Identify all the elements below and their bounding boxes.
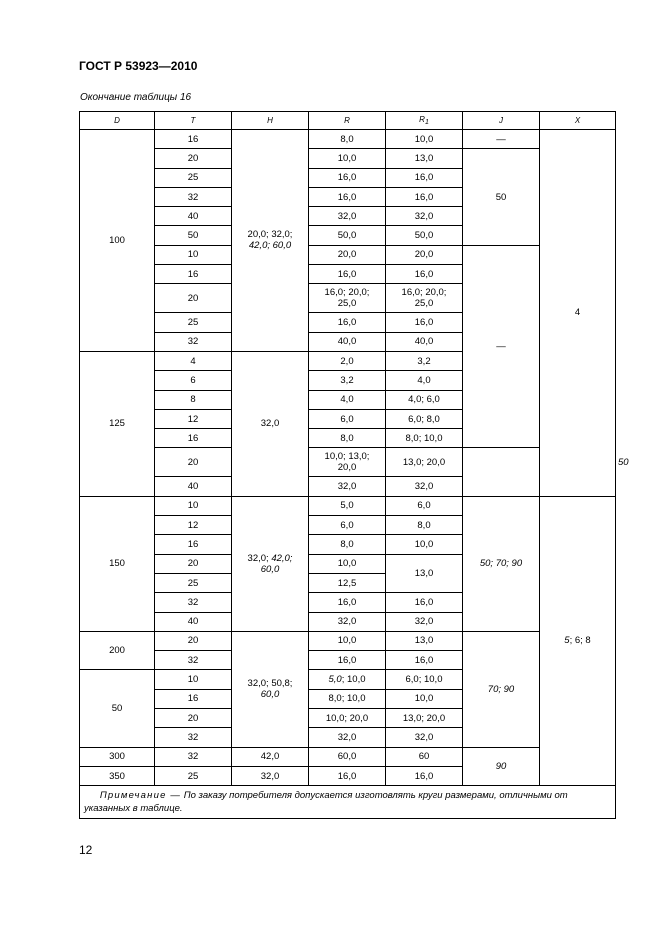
cell-t: 50: [155, 226, 232, 245]
cell-t: 16: [155, 689, 232, 708]
cell-r1: 6,0: [386, 496, 463, 515]
cell-h: 32,0; 50,8; 60,0: [232, 631, 309, 747]
cell-r: 8,0: [309, 535, 386, 554]
cell-j: 90: [463, 747, 540, 786]
cell-t: 20: [155, 149, 232, 168]
cell-t: 32: [155, 187, 232, 206]
page-number: 12: [79, 843, 93, 857]
cell-r: 12,5: [309, 573, 386, 592]
cell-j: 50: [463, 149, 540, 245]
cell-t: 32: [155, 651, 232, 670]
cell-r1: 13,0: [386, 554, 463, 593]
cell-r1: 16,0: [386, 593, 463, 612]
cell-r1: 16,0: [386, 313, 463, 332]
cell-h: 42,0: [232, 747, 309, 766]
cell-d: 50: [80, 670, 155, 747]
cell-r: 2,0: [309, 351, 386, 370]
cell-r1: 13,0: [386, 631, 463, 650]
cell-t: 40: [155, 207, 232, 226]
cell-d: 200: [80, 631, 155, 670]
header-row: [80, 112, 616, 130]
cell-r1: 6,0; 10,0: [386, 670, 463, 689]
cell-r1: 10,0: [386, 535, 463, 554]
cell-r1: 32,0: [386, 207, 463, 226]
cell-t: 8: [155, 390, 232, 409]
cell-r: 8,0: [309, 130, 386, 149]
cell-t: 32: [155, 747, 232, 766]
cell-d: 125: [80, 351, 155, 496]
cell-t: 20: [155, 448, 232, 477]
cell-r: 3,2: [309, 371, 386, 390]
cell-r: 10,0: [309, 149, 386, 168]
cell-t: 32: [155, 332, 232, 351]
col-header-h: H: [232, 112, 309, 130]
cell-r1: 16,0: [386, 766, 463, 785]
cell-d: 300: [80, 747, 155, 766]
cell-r1: 16,0; 20,0; 25,0: [386, 284, 463, 313]
cell-d: 100: [80, 130, 155, 352]
table-row: 16 8,0 8,0; 10,0 50: [80, 429, 616, 448]
cell-r: 16,0; 20,0; 25,0: [309, 284, 386, 313]
cell-h: 20,0; 32,0; 42,0; 60,0: [232, 130, 309, 352]
cell-r: 60,0: [309, 747, 386, 766]
cell-r1: 40,0: [386, 332, 463, 351]
cell-r: 8,0: [309, 429, 386, 448]
note-label: Примечание —: [99, 790, 182, 802]
cell-r: 16,0: [309, 265, 386, 284]
cell-t: 32: [155, 728, 232, 747]
cell-d: 150: [80, 496, 155, 631]
cell-r1: 16,0: [386, 168, 463, 187]
note-text: По заказу потребителя допускается изготовлять круги размерами, отличными от указанных в таблице.: [84, 790, 568, 815]
cell-r1: 60: [386, 747, 463, 766]
cell-r1: 20,0: [386, 245, 463, 264]
cell-j: 70; 90: [463, 631, 540, 747]
cell-d: 350: [80, 766, 155, 785]
table-row: [80, 130, 616, 149]
cell-r: 32,0: [309, 728, 386, 747]
table-row: [80, 245, 616, 264]
cell-t: 10: [155, 670, 232, 689]
cell-r1: 13,0; 20,0: [386, 709, 463, 728]
cell-r1: 13,0: [386, 149, 463, 168]
cell-r: 4,0: [309, 390, 386, 409]
cell-r1: 16,0: [386, 651, 463, 670]
cell-t: 4: [155, 351, 232, 370]
cell-t: 10: [155, 245, 232, 264]
cell-r1: 32,0: [386, 477, 463, 496]
cell-r: 16,0: [309, 313, 386, 332]
cell-j: —: [463, 130, 540, 149]
col-header-d: D: [80, 112, 155, 130]
cell-r: 6,0: [309, 409, 386, 428]
cell-j: 50; 70; 90: [463, 496, 540, 631]
table-row: [80, 448, 616, 477]
col-header-r1: $R_1$: [386, 112, 463, 130]
cell-t: 25: [155, 168, 232, 187]
cell-r: 16,0: [309, 593, 386, 612]
cell-t: 16: [155, 130, 232, 149]
cell-r: 20,0: [309, 245, 386, 264]
cell-r: 50,0: [309, 226, 386, 245]
cell-r1: 32,0: [386, 612, 463, 631]
cell-r: 16,0: [309, 168, 386, 187]
table-row: [80, 149, 616, 168]
cell-t: 40: [155, 612, 232, 631]
cell-r: 40,0: [309, 332, 386, 351]
note-row: [80, 786, 616, 819]
col-header-x: X: [540, 112, 616, 130]
col-header-r: R: [309, 112, 386, 130]
cell-t: 20: [155, 631, 232, 650]
cell-r: 16,0: [309, 187, 386, 206]
cell-r: 5,0: [309, 496, 386, 515]
cell-r: 32,0: [309, 612, 386, 631]
cell-r1: 32,0: [386, 728, 463, 747]
cell-r: 8,0; 10,0: [309, 689, 386, 708]
cell-t: 10: [155, 496, 232, 515]
table-row: [80, 496, 616, 515]
cell-t: 20: [155, 284, 232, 313]
cell-r1: 4,0; 6,0: [386, 390, 463, 409]
cell-t: 16: [155, 535, 232, 554]
cell-t: 16: [155, 265, 232, 284]
table-note: [80, 786, 616, 819]
table-row: [80, 747, 616, 766]
cell-t: 25: [155, 573, 232, 592]
col-header-t: T: [155, 112, 232, 130]
cell-r1: 4,0: [386, 371, 463, 390]
cell-t: 12: [155, 516, 232, 535]
cell-t: 25: [155, 766, 232, 785]
cell-r: 10,0; 20,0: [309, 709, 386, 728]
cell-r1: 10,0: [386, 130, 463, 149]
cell-r1: 50,0: [386, 226, 463, 245]
cell-r: 10,0: [309, 554, 386, 573]
cell-r1: 13,0; 20,0: [386, 448, 463, 477]
cell-r: 5,0; 10,0: [309, 670, 386, 689]
table-row: [80, 477, 616, 496]
cell-t: 12: [155, 409, 232, 428]
table-row: [80, 631, 616, 650]
col-header-j: J: [463, 112, 540, 130]
cell-t: 20: [155, 554, 232, 573]
cell-t: 32: [155, 593, 232, 612]
cell-r: 16,0: [309, 651, 386, 670]
cell-x: 4: [540, 130, 616, 497]
cell-t: 20: [155, 709, 232, 728]
cell-t: 25: [155, 313, 232, 332]
cell-j: —: [463, 245, 540, 448]
document-title: ГОСТ Р 53923—2010: [79, 59, 198, 73]
cell-t: 6: [155, 371, 232, 390]
cell-r: 32,0: [309, 477, 386, 496]
cell-h: 32,0; 42,0; 60,0: [232, 496, 309, 631]
cell-r1: 16,0: [386, 265, 463, 284]
cell-r1: 16,0: [386, 187, 463, 206]
cell-r1: 3,2: [386, 351, 463, 370]
cell-r: 6,0: [309, 516, 386, 535]
cell-r: 16,0: [309, 766, 386, 785]
cell-r1: 8,0; 10,0: [386, 429, 463, 448]
cell-r: 10,0: [309, 631, 386, 650]
cell-r1: 8,0: [386, 516, 463, 535]
cell-r1: 10,0: [386, 689, 463, 708]
cell-r: 32,0: [309, 207, 386, 226]
cell-h: 32,0: [232, 351, 309, 496]
cell-t: 16: [155, 429, 232, 448]
cell-h: 32,0: [232, 766, 309, 785]
cell-t: 40: [155, 477, 232, 496]
table-caption: Окончание таблицы 16: [80, 92, 192, 103]
cell-x: 5; 6; 8: [540, 496, 616, 785]
dimensions-table: [79, 111, 629, 819]
cell-r: 10,0; 13,0; 20,0: [309, 448, 386, 477]
cell-r1: 6,0; 8,0: [386, 409, 463, 428]
